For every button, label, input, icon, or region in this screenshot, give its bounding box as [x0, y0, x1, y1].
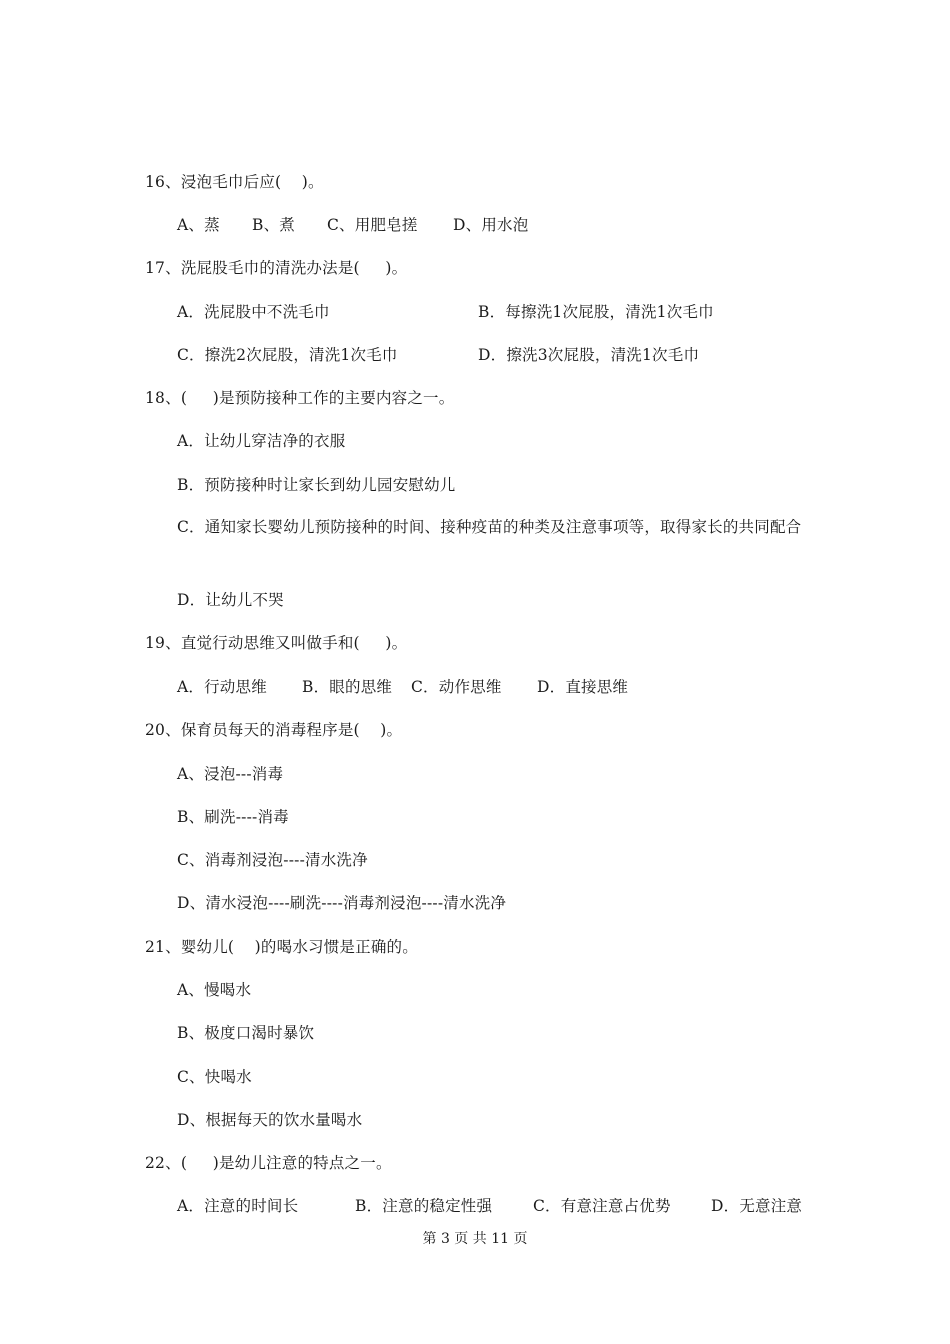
q18-option-a: A．让幼儿穿洁净的衣服	[177, 432, 346, 450]
q18-option-d: D．让幼儿不哭	[177, 591, 284, 609]
q16-option-c: C、用肥皂搓	[327, 216, 418, 234]
q21-option-b: B、极度口渴时暴饮	[177, 1024, 315, 1042]
q17-option-b: B．每擦洗1次屁股，清洗1次毛巾	[478, 303, 714, 321]
q16-option-a: A、蒸	[177, 216, 220, 234]
q19-option-c: C．动作思维	[411, 678, 502, 696]
q17-option-d: D．擦洗3次屁股，清洗1次毛巾	[478, 346, 700, 364]
q19-option-b: B．眼的思维	[302, 678, 393, 696]
q17-option-c: C．擦洗2次屁股，清洗1次毛巾	[177, 346, 398, 364]
question-22-stem: 22、( )是幼儿注意的特点之一。	[145, 1154, 392, 1172]
q18-option-c: C．通知家长婴幼儿预防接种的时间、接种疫苗的种类及注意事项等，取得家长的共同配合	[177, 518, 802, 536]
question-17-stem: 17、洗屁股毛巾的清洗办法是( )。	[145, 259, 408, 277]
q18-option-b: B．预防接种时让家长到幼儿园安慰幼儿	[177, 476, 456, 494]
q16-option-d: D、用水泡	[453, 216, 529, 234]
question-20-stem: 20、保育员每天的消毒程序是( )。	[145, 721, 403, 739]
question-18-stem: 18、( )是预防接种工作的主要内容之一。	[145, 389, 455, 407]
q22-option-d: D．无意注意	[711, 1197, 803, 1215]
q20-option-c: C、消毒剂浸泡----清水洗净	[177, 851, 368, 869]
q20-option-b: B、刷洗----消毒	[177, 808, 289, 826]
q21-option-a: A、慢喝水	[177, 981, 252, 999]
question-19-stem: 19、直觉行动思维又叫做手和( )。	[145, 634, 408, 652]
q21-option-d: D、根据每天的饮水量喝水	[177, 1111, 363, 1129]
q19-option-a: A．行动思维	[177, 678, 267, 696]
q22-option-a: A．注意的时间长	[177, 1197, 299, 1215]
q20-option-a: A、浸泡---消毒	[177, 765, 284, 783]
q22-option-b: B．注意的稳定性强	[355, 1197, 493, 1215]
q21-option-c: C、快喝水	[177, 1068, 252, 1086]
q19-option-d: D．直接思维	[537, 678, 629, 696]
q20-option-d: D、清水浸泡----刷洗----消毒剂浸泡----清水洗净	[177, 894, 507, 912]
question-16-stem: 16、浸泡毛巾后应( )。	[145, 173, 324, 191]
page-footer: 第 3 页 共 11 页	[422, 1231, 528, 1247]
q17-option-a: A．洗屁股中不洗毛巾	[177, 303, 330, 321]
question-21-stem: 21、婴幼儿( )的喝水习惯是正确的。	[145, 938, 418, 956]
q22-option-c: C．有意注意占优势	[533, 1197, 671, 1215]
q16-option-b: B、煮	[252, 216, 295, 234]
